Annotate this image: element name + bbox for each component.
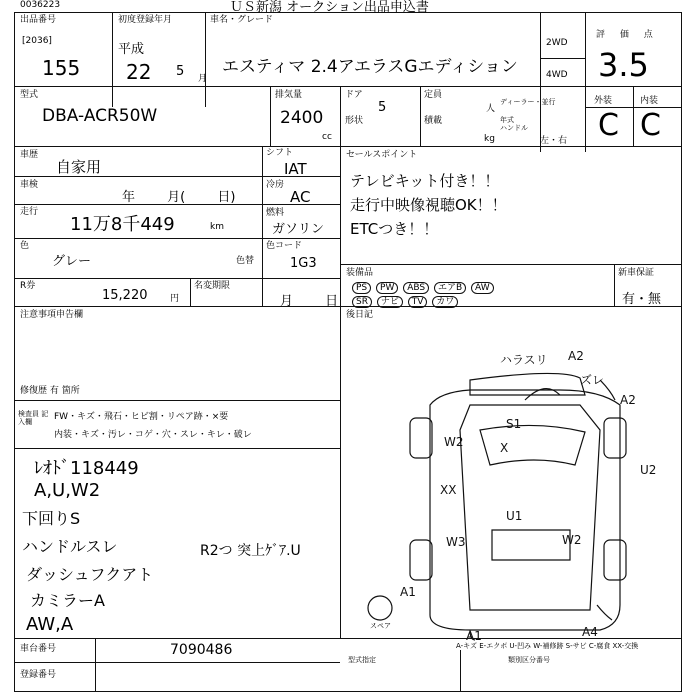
color-code-value: 1G3 — [290, 256, 317, 271]
fuel-label: 燃料 — [266, 208, 285, 218]
diagram-labels — [400, 349, 656, 643]
damage-label: A2 — [568, 349, 584, 363]
disp-value: 2400 — [280, 108, 324, 128]
equip-airbag: エアB — [434, 282, 466, 294]
note-1: ﾚｵﾄﾞ118449 — [34, 458, 139, 479]
model-name: エスティマ 2.4アエラスGエディション — [222, 57, 518, 77]
capacity-label: 定員 — [424, 90, 443, 100]
reg-label: 初度登録年月 — [118, 15, 173, 25]
shift-value: IAT — [284, 160, 307, 178]
damage-label: ズレ — [580, 373, 605, 387]
doors-label: ドア — [345, 90, 363, 100]
manual-value: 有・無 — [622, 292, 662, 307]
equip-pw: PW — [376, 282, 398, 294]
history-value: 自家用 — [56, 158, 102, 176]
damage-label: U2 — [640, 463, 657, 477]
note-4: ハンドルスレ — [22, 537, 118, 556]
drive-2wd: 2WD — [546, 38, 568, 48]
exterior-label: 外装 — [594, 96, 613, 106]
recycle-unit: 円 — [170, 294, 180, 304]
mileage-label: 走行 — [20, 207, 39, 217]
note-5: ダッシュフクアト — [26, 565, 154, 584]
history-label: 車歴 — [20, 150, 39, 160]
disp-label: 排気量 — [275, 90, 303, 100]
capacity-unit: 人 — [486, 104, 496, 114]
note-6: カミラーA — [30, 591, 105, 610]
interior-label: 内装 — [640, 96, 659, 106]
drive-4wd: 4WD — [546, 70, 568, 80]
diagram-legend: A-キズ E-エクボ U-凹み W-補修跡 S-サビ C-腐食 XX-交換 — [456, 642, 639, 650]
damage-label: A1 — [466, 629, 482, 643]
manual-label: 新車保証 — [618, 268, 655, 278]
load-label: 積載 — [424, 116, 443, 126]
equip-tv: TV — [408, 296, 428, 308]
import-label: 年式 — [500, 116, 514, 124]
equip-aw: AW — [471, 282, 494, 294]
note-2: A,U,W2 — [34, 480, 101, 501]
type-label: 型式 — [20, 90, 39, 100]
spare-label: スペア — [370, 622, 391, 630]
reg-month-unit: 月 — [198, 74, 208, 84]
color-no-label: 色替 — [236, 256, 255, 266]
steer-label: ハンドル — [500, 124, 528, 132]
remarks-label: 注意事項申告欄 — [20, 310, 84, 320]
lot-number: 155 — [42, 56, 81, 80]
category-label: 類別区分番号 — [508, 656, 550, 664]
form-label: 型式指定 — [348, 656, 376, 664]
repair-label: 修復歴 有 箇所 — [20, 386, 80, 396]
inspection-value: 年 月( 日) — [122, 190, 236, 205]
mileage-unit: km — [210, 222, 224, 232]
chassis-label: 車台番号 — [20, 644, 57, 654]
damage-label: A1 — [400, 585, 416, 599]
equip-sr: SR — [352, 296, 372, 308]
exterior-grade: C — [598, 108, 619, 143]
color-label: 色 — [20, 241, 30, 251]
shift-label: シフト — [266, 148, 294, 158]
disp-unit: cc — [322, 132, 332, 142]
damage-label: XX — [440, 483, 457, 497]
ac-value: AC — [290, 188, 311, 206]
equip-navi: ナビ — [377, 296, 403, 308]
inspector-label: 検査員 記入欄 — [18, 410, 49, 426]
damage-label: A4 — [582, 625, 598, 639]
sales-point-2: 走行中映像視聴OK！！ — [350, 196, 507, 214]
doors-value: 5 — [378, 100, 387, 115]
right-note: R2つ 突上ｹﾞｱ.U — [200, 543, 301, 559]
sheet-title: ＵＳ新潟 オークション出品申込書 — [230, 0, 429, 15]
equip-abs: ABS — [403, 282, 429, 294]
dealer-label: ディーラー・並行 — [500, 98, 556, 106]
score-label: 評 価 点 — [596, 30, 659, 40]
mileage-value: 11万8千449 — [70, 214, 175, 235]
recycle-value: 15,220 — [102, 288, 148, 303]
chassis-value: 7090486 — [170, 642, 233, 658]
tax-label: 名変期限 — [194, 281, 231, 291]
model-label: 車名・グレード — [210, 15, 274, 25]
inspection-label: 車検 — [20, 180, 39, 190]
equip-ps: PS — [352, 282, 371, 294]
color-code-label: 色コード — [266, 241, 303, 251]
type-value: DBA-ACR50W — [42, 106, 158, 126]
damage-label: W3 — [446, 535, 466, 549]
equip-label: 装備品 — [346, 268, 374, 278]
fw-line: FW・キズ・飛石・ヒビ割・リペア跡・×要 — [54, 412, 229, 422]
equip-leather: カワ — [432, 296, 458, 308]
interior-line: 内装・キズ・汚レ・コゲ・穴・スレ・キレ・破レ — [54, 430, 252, 440]
recycle-label: R券 — [20, 281, 36, 291]
damage-label: S1 — [506, 417, 522, 431]
back-label: 後日記 — [346, 310, 374, 320]
tax-value: 月 日 — [280, 294, 339, 309]
era: 平成 — [118, 42, 145, 57]
interior-grade: C — [640, 108, 661, 143]
note-7: AW,A — [26, 614, 74, 635]
sales-point-label: セールスポイント — [346, 150, 418, 160]
reg-month: 5 — [176, 64, 185, 79]
score-value: 3.5 — [598, 46, 649, 84]
damage-label: ハラスリ — [500, 353, 548, 367]
note-3: 下回りS — [22, 509, 81, 528]
damage-label: W2 — [444, 435, 464, 449]
reg-year: 22 — [126, 60, 152, 84]
ac-label: 冷房 — [266, 180, 285, 190]
damage-label: A2 — [620, 393, 636, 407]
load-unit: kg — [484, 134, 495, 144]
fuel-value: ガソリン — [272, 222, 325, 237]
lot-label: 出品番号 — [20, 15, 57, 25]
sales-point-1: テレビキット付き！！ — [350, 172, 500, 190]
reg-number-label: 登録番号 — [20, 670, 57, 680]
color-value: グレー — [52, 254, 92, 269]
steer-value: 左・右 — [540, 136, 568, 146]
damage-label: U1 — [506, 509, 523, 523]
sales-point-3: ETCつき！！ — [350, 220, 439, 238]
top-number: 0036223 — [20, 0, 61, 10]
damage-label: W2 — [562, 533, 582, 547]
damage-label: X — [500, 441, 509, 455]
shape-label: 形状 — [345, 116, 364, 126]
lot-code: [2036] — [22, 36, 52, 46]
